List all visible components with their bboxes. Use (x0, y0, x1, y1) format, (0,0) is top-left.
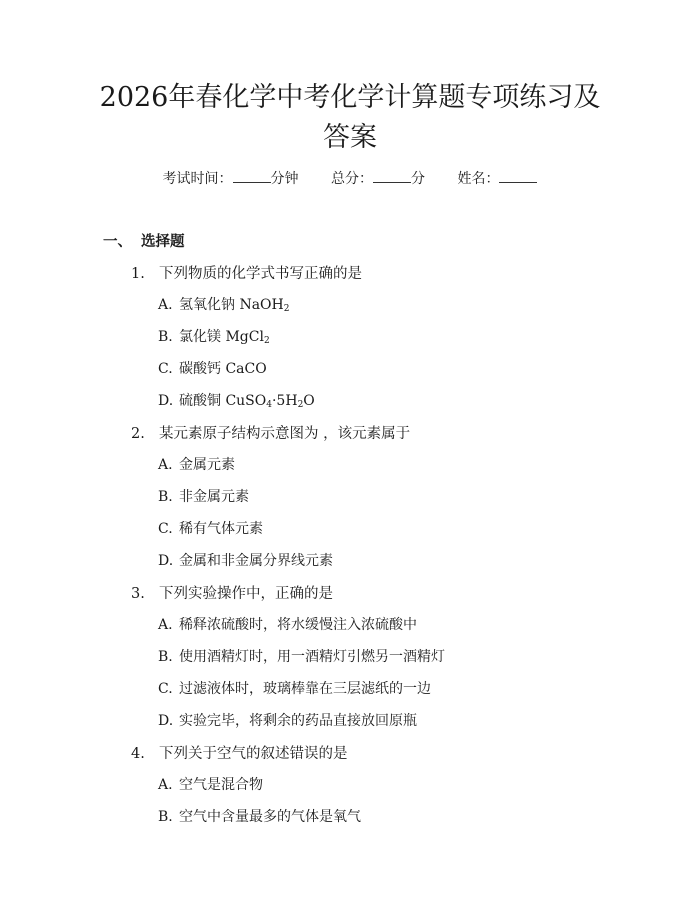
option-text: 实验完毕，将剩余的药品直接放回原瓶 (179, 713, 417, 729)
question-text: 下列实验操作中，正确的是 (159, 586, 333, 602)
time-blank[interactable] (233, 170, 271, 183)
subscript: 2 (297, 400, 304, 410)
formula-tail: ·5H (271, 393, 298, 409)
option-letter: C. (158, 681, 173, 697)
option-1d[interactable] (158, 390, 315, 410)
option-text: 金属元素 (179, 457, 235, 473)
section-number: 一、 (103, 233, 132, 250)
option-text: 非金属元素 (179, 489, 249, 505)
option-2d[interactable] (158, 550, 333, 570)
question-3 (131, 582, 333, 603)
option-2a[interactable] (158, 454, 235, 474)
question-number: 1. (131, 266, 145, 282)
option-letter: B. (158, 329, 173, 345)
question-text: 下列物质的化学式书写正确的是 (159, 266, 362, 282)
option-text: 碳酸钙 CaCO (179, 361, 267, 377)
option-1c[interactable] (158, 358, 267, 378)
score-label: 总分： (331, 171, 373, 187)
option-4a[interactable] (158, 774, 263, 794)
option-text: 使用酒精灯时，用一酒精灯引燃另一酒精灯 (179, 649, 445, 665)
option-letter: D. (158, 553, 174, 569)
option-3b[interactable] (158, 646, 445, 666)
option-letter: B. (158, 489, 173, 505)
option-letter: A. (158, 777, 173, 793)
option-text: 硫酸铜 CuSO (179, 393, 267, 409)
option-letter: A. (158, 617, 173, 633)
question-4 (131, 742, 348, 763)
exam-score (331, 168, 425, 188)
option-3d[interactable] (158, 710, 417, 730)
score-unit: 分 (411, 171, 425, 187)
option-text: 空气是混合物 (179, 777, 263, 793)
option-text: 空气中含量最多的气体是氧气 (179, 809, 361, 825)
score-blank[interactable] (373, 170, 411, 183)
question-text: 下列关于空气的叙述错误的是 (159, 746, 348, 762)
option-letter: C. (158, 361, 173, 377)
option-letter: C. (158, 521, 173, 537)
option-letter: D. (158, 713, 174, 729)
subscript: 2 (283, 304, 290, 314)
option-2c[interactable] (158, 518, 263, 538)
option-text: 稀有气体元素 (179, 521, 263, 537)
option-letter: A. (158, 297, 173, 313)
option-text: 氢氧化钠 NaOH (179, 297, 284, 313)
question-text: 某元素原子结构示意图为 ，该元素属于 (159, 426, 411, 442)
option-1b[interactable] (158, 326, 270, 346)
formula-tail: O (303, 393, 315, 409)
time-label: 考试时间： (162, 171, 233, 187)
option-text: 过滤液体时，玻璃棒靠在三层滤纸的一边 (179, 681, 431, 697)
question-2 (131, 422, 410, 443)
exam-name (457, 168, 537, 188)
section-title: 选择题 (141, 233, 185, 250)
option-letter: B. (158, 649, 173, 665)
option-text: 金属和非金属分界线元素 (179, 553, 333, 569)
page-title: 2026年春化学中考化学计算题专项练习及答案 (99, 82, 601, 153)
name-blank[interactable] (499, 170, 537, 183)
question-number: 4. (131, 746, 145, 762)
option-letter: D. (158, 393, 174, 409)
exam-meta (0, 168, 700, 188)
option-3a[interactable] (158, 614, 417, 634)
option-1a[interactable] (158, 294, 289, 314)
question-number: 2. (131, 426, 145, 442)
subscript: 4 (266, 400, 272, 410)
option-2b[interactable] (158, 486, 249, 506)
question-1 (131, 262, 362, 283)
option-3c[interactable] (158, 678, 431, 698)
time-unit: 分钟 (270, 171, 299, 187)
section-heading (103, 230, 185, 251)
option-text: 氯化镁 MgCl (179, 329, 264, 345)
name-label: 姓名： (457, 171, 500, 187)
exam-time (163, 168, 299, 188)
subscript: 2 (263, 336, 270, 346)
option-4b[interactable] (158, 806, 361, 826)
option-letter: B. (158, 809, 173, 825)
question-number: 3. (131, 586, 145, 602)
option-letter: A. (158, 457, 173, 473)
option-text: 稀释浓硫酸时，将水缓慢注入浓硫酸中 (179, 617, 417, 633)
